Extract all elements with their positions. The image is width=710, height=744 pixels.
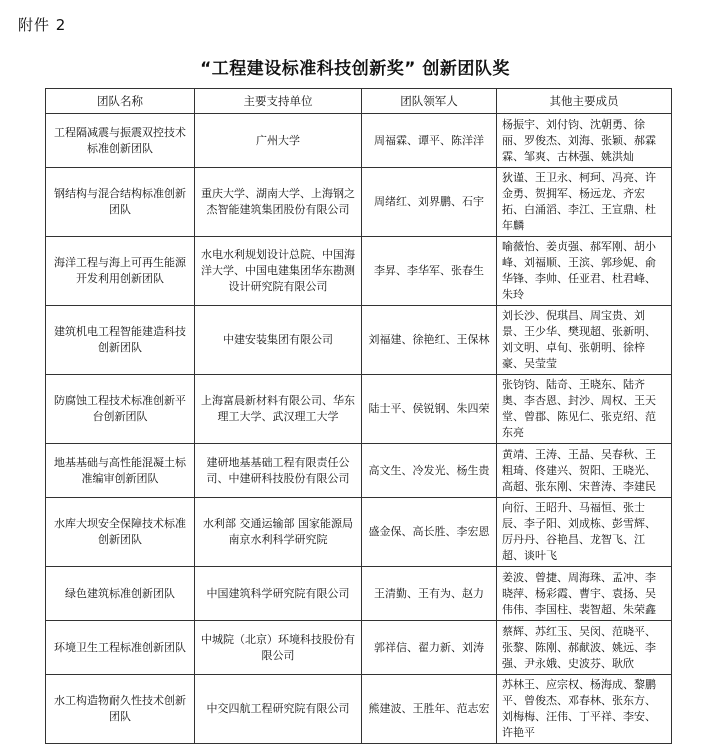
support-unit-cell: 建研地基基础工程有限责任公司、中建研科技股份有限公司 — [195, 444, 362, 498]
table-row — [46, 621, 672, 675]
table-row — [46, 567, 672, 621]
team-name-cell: 防腐蚀工程技术标准创新平台创新团队 — [46, 375, 195, 444]
team-leader-cell: 周绪红、刘界鹏、石宇 — [362, 168, 497, 237]
table-header-row — [46, 89, 672, 114]
support-unit-cell: 水电水利规划设计总院、中国海洋大学、中国电建集团华东勘测设计研究院有限公司 — [195, 237, 362, 306]
table-row — [46, 168, 672, 237]
team-leader-cell: 高文生、冷发光、杨生贵 — [362, 444, 497, 498]
team-leader-cell: 王清勤、王有为、赵力 — [362, 567, 497, 621]
table-row — [46, 237, 672, 306]
table-row — [46, 306, 672, 375]
members-cell: 苏林王、应宗权、杨海成、黎鹏平、曾俊杰、邓春林、张东方、刘梅梅、汪伟、丁平祥、李安、许艳平 — [497, 675, 672, 744]
members-cell: 杨振宇、刘付钧、沈朝勇、徐丽、罗俊杰、刘海、张颖、郝霖霖、邹爽、古林强、姚洪灿 — [497, 114, 672, 168]
team-name-cell: 环境卫生工程标准创新团队 — [46, 621, 195, 675]
header-team-name: 团队名称 — [46, 89, 195, 114]
table-row — [46, 675, 672, 744]
support-unit-cell: 重庆大学、湖南大学、上海钢之杰智能建筑集团股份有限公司 — [195, 168, 362, 237]
team-name-cell: 地基基础与高性能混凝土标准编审创新团队 — [46, 444, 195, 498]
team-name-cell: 水库大坝安全保障技术标准创新团队 — [46, 498, 195, 567]
team-leader-cell: 李昇、李华军、张春生 — [362, 237, 497, 306]
members-cell: 张钧钧、陆奇、王晓东、陆齐奥、李杏恩、封沙、周权、王天堂、曾郡、陈见仁、张克绍、范东亮 — [497, 375, 672, 444]
attachment-label: 附件 2 — [18, 16, 67, 34]
table-row — [46, 498, 672, 567]
page-title: “工程建设标准科技创新奖” 创新团队奖 — [200, 59, 510, 79]
members-cell: 向衍、王昭升、马福恒、张士辰、李子阳、刘成栋、彭雪辉、厉丹丹、谷艳昌、龙智飞、江超、谈叶飞 — [497, 498, 672, 567]
header-support-unit: 主要支持单位 — [195, 89, 362, 114]
team-leader-cell: 郭祥信、翟力新、刘涛 — [362, 621, 497, 675]
team-name-cell: 钢结构与混合结构标准创新团队 — [46, 168, 195, 237]
members-cell: 狄谨、王卫永、柯珂、冯亮、许金勇、贺拥军、杨远龙、齐宏拓、白涌滔、李江、王宣鼎、杜年麟 — [497, 168, 672, 237]
awards-table — [45, 88, 672, 744]
team-name-cell: 海洋工程与海上可再生能源开发利用创新团队 — [46, 237, 195, 306]
team-leader-cell: 刘福建、徐艳红、王保林 — [362, 306, 497, 375]
table-row — [46, 114, 672, 168]
members-cell: 黄靖、王涛、王晶、吴春秋、王粗琦、佟建兴、贺阳、王晓光、高超、张东刚、宋普涛、李建民 — [497, 444, 672, 498]
header-other-members: 其他主要成员 — [497, 89, 672, 114]
support-unit-cell: 中城院（北京）环境科技股份有限公司 — [195, 621, 362, 675]
members-cell: 喻薇怡、姜贞强、郝军刚、胡小峰、刘福顺、王滨、郭珍妮、俞华锋、李帅、任亚君、杜君峰、朱玲 — [497, 237, 672, 306]
team-name-cell: 水工构造物耐久性技术创新团队 — [46, 675, 195, 744]
team-name-cell: 建筑机电工程智能建造科技创新团队 — [46, 306, 195, 375]
team-leader-cell: 盛金保、高长胜、李宏恩 — [362, 498, 497, 567]
team-name-cell: 绿色建筑标准创新团队 — [46, 567, 195, 621]
table-row — [46, 444, 672, 498]
team-leader-cell: 陆士平、侯锐钢、朱四荣 — [362, 375, 497, 444]
support-unit-cell: 中交四航工程研究院有限公司 — [195, 675, 362, 744]
members-cell: 蔡辉、苏红玉、吴闵、范晓平、张黎、陈刚、郝献波、姚远、李强、尹永娥、史波芬、耿欣 — [497, 621, 672, 675]
table-row — [46, 375, 672, 444]
members-cell: 姜波、曾捷、周海珠、孟冲、李晓萍、杨彩霞、曹宇、袁扬、吴伟伟、李国柱、裴智超、朱荣鑫 — [497, 567, 672, 621]
support-unit-cell: 中国建筑科学研究院有限公司 — [195, 567, 362, 621]
support-unit-cell: 水利部 交通运输部 国家能源局南京水利科学研究院 — [195, 498, 362, 567]
support-unit-cell: 上海富晨新材料有限公司、华东理工大学、武汉理工大学 — [195, 375, 362, 444]
support-unit-cell: 中建安装集团有限公司 — [195, 306, 362, 375]
support-unit-cell: 广州大学 — [195, 114, 362, 168]
team-leader-cell: 周福霖、谭平、陈洋洋 — [362, 114, 497, 168]
team-name-cell: 工程隔减震与振震双控技术标准创新团队 — [46, 114, 195, 168]
header-team-leader: 团队领军人 — [362, 89, 497, 114]
members-cell: 刘长沙、倪琪昌、周宝贵、刘景、王少华、樊现超、张新明、刘文明、卓旬、张朝明、徐梓豪、吴莹莹 — [497, 306, 672, 375]
team-leader-cell: 熊建波、王胜年、范志宏 — [362, 675, 497, 744]
